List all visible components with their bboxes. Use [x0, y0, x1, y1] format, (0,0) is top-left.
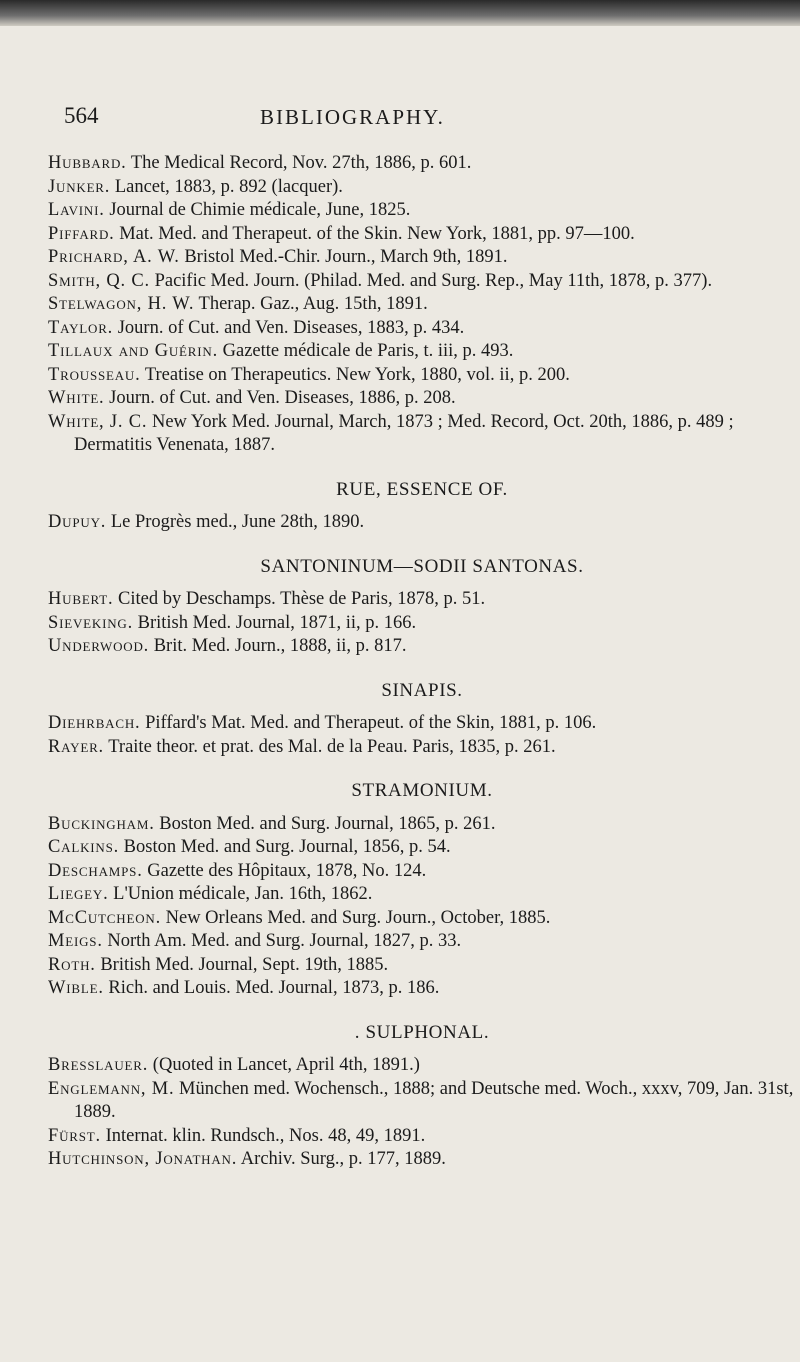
bibliography-entry: [48, 411, 796, 458]
entry-citation: North Am. Med. and Surg. Journal, 1827, p. 33.: [107, 931, 462, 951]
entry-citation: Mat. Med. and Therapeut. of the Skin. New York, 1881, pp. 97—100.: [119, 223, 635, 244]
entry-citation: New York Med. Journal, March, 1873 ; Med. Record, Oct. 20th, 1886, p. 489 ; Dermatitis Venenata, 1887.: [74, 411, 734, 455]
entry-author: Lavini.: [48, 200, 105, 220]
entry-author: Calkins.: [48, 837, 120, 857]
entry-citation: New Orleans Med. and Surg. Journ., October, 1885.: [165, 907, 551, 928]
bibliography-entry: [48, 1148, 796, 1172]
page-number: 564: [64, 103, 99, 128]
entry-citation: British Med. Journal, Sept. 19th, 1885.: [100, 954, 389, 975]
entry-author: Dupuy.: [48, 512, 107, 532]
entry-citation: Journal de Chimie médicale, June, 1825.: [109, 200, 411, 220]
bibliography-entry: [48, 340, 796, 364]
bibliography-entry: [48, 836, 796, 860]
bibliography-entry: [48, 364, 796, 388]
bibliography-entry: [48, 588, 796, 612]
entry-author: Underwood.: [48, 636, 150, 656]
entry-author: Prichard, A. W.: [48, 247, 180, 267]
entry-citation: Therap. Gaz., Aug. 15th, 1891.: [198, 294, 428, 314]
bibliography-entry: [48, 712, 796, 736]
entry-citation: Journ. of Cut. and Ven. Diseases, 1886, p. 208.: [109, 388, 456, 408]
bibliography-entry: [48, 246, 796, 270]
bibliography-entry: [48, 883, 796, 907]
section-heading: SINAPIS.: [381, 679, 463, 701]
bibliography-entry: [48, 813, 796, 837]
bibliography-entry: [48, 860, 796, 884]
entry-author: Tillaux and Guérin.: [48, 341, 218, 361]
bibliography-entry: [48, 223, 796, 247]
entry-citation: Rich. and Louis. Med. Journal, 1873, p. 186.: [108, 978, 440, 998]
entry-author: Taylor.: [48, 317, 114, 338]
section-heading: RUE, ESSENCE OF.: [336, 478, 508, 500]
entry-author: Stelwagon, H. W.: [48, 294, 195, 314]
bibliography-entry: [48, 977, 796, 1001]
entry-citation: Lancet, 1883, p. 892 (lacquer).: [114, 176, 343, 197]
entry-author: Piffard.: [48, 223, 115, 244]
entry-author: Hutchinson, Jonathan.: [48, 1149, 238, 1169]
bibliography-entry: [48, 635, 796, 659]
bibliography-entry: [48, 293, 796, 317]
bibliography-entry: [48, 176, 796, 200]
bibliography-entry: [48, 736, 796, 760]
entry-author: Hubert.: [48, 589, 114, 609]
entry-author: Fürst.: [48, 1125, 101, 1146]
bibliography-entry: [48, 930, 796, 954]
page-header: [0, 103, 800, 143]
entry-citation: Internat. klin. Rundsch., Nos. 48, 49, 1891.: [105, 1125, 426, 1146]
running-title: BIBLIOGRAPHY.: [260, 105, 445, 129]
bibliography-entry: [48, 612, 796, 636]
bibliography-entry: [48, 387, 796, 411]
bibliography-entry: [48, 511, 796, 535]
section-heading: . SULPHONAL.: [354, 1021, 490, 1043]
entry-citation: Bristol Med.-Chir. Journ., March 9th, 1891.: [184, 247, 508, 267]
bibliography-entry: [48, 907, 796, 931]
entry-author: White, J. C.: [48, 411, 148, 432]
entry-citation: The Medical Record, Nov. 27th, 1886, p. 601.: [130, 153, 472, 173]
entry-citation: Cited by Deschamps. Thèse de Paris, 1878, p. 51.: [118, 589, 486, 609]
entry-citation: British Med. Journal, 1871, ii, p. 166.: [137, 612, 417, 633]
entry-author: Rayer.: [48, 736, 104, 757]
entry-citation: Gazette médicale de Paris, t. iii, p. 493.: [222, 341, 514, 361]
entry-author: Junker.: [48, 176, 111, 197]
entry-author: Meigs.: [48, 931, 103, 951]
section-heading: SANTONINUM—SODII SANTONAS.: [260, 555, 584, 577]
entry-author: Diehrbach.: [48, 713, 141, 733]
bibliography-entry: [48, 270, 796, 294]
bibliography-entry: [48, 199, 796, 223]
entry-citation: Boston Med. and Surg. Journal, 1856, p. 54.: [123, 837, 451, 857]
entry-author: Wible.: [48, 978, 104, 998]
entry-author: Sieveking.: [48, 612, 134, 633]
entry-citation: Journ. of Cut. and Ven. Diseases, 1883, p. 434.: [117, 317, 465, 338]
entry-author: Englemann, M.: [48, 1078, 175, 1099]
entry-citation: Pacific Med. Journ. (Philad. Med. and Surg. Rep., May 11th, 1878, p. 377).: [154, 270, 713, 291]
bibliography-entry: [48, 152, 796, 176]
entry-author: Deschamps.: [48, 860, 143, 881]
bibliography-entry: [48, 1054, 796, 1078]
entry-author: Hubbard.: [48, 153, 127, 173]
entry-citation: Le Progrès med., June 28th, 1890.: [110, 512, 365, 532]
entry-author: Roth.: [48, 954, 96, 975]
section-heading: STRAMONIUM.: [351, 780, 493, 801]
bibliography-entry: [48, 954, 796, 978]
entry-citation: Treatise on Therapeutics. New York, 1880, vol. ii, p. 200.: [144, 364, 570, 385]
entry-author: Bresslauer.: [48, 1055, 149, 1075]
bibliography-entry: [48, 1078, 796, 1125]
entry-author: White.: [48, 388, 105, 408]
entry-citation: Traite theor. et prat. des Mal. de la Peau. Paris, 1835, p. 261.: [108, 736, 556, 757]
bibliography-entry: [48, 317, 796, 341]
entry-citation: Brit. Med. Journ., 1888, ii, p. 817.: [153, 636, 407, 656]
entry-author: McCutcheon.: [48, 907, 161, 928]
entry-citation: (Quoted in Lancet, April 4th, 1891.): [152, 1055, 420, 1075]
entry-citation: Gazette des Hôpitaux, 1878, No. 124.: [147, 860, 427, 881]
entry-author: Liegey.: [48, 884, 109, 904]
bibliography-body: [48, 152, 796, 1172]
scan-top-edge: [0, 0, 800, 26]
entry-author: Smith, Q. C.: [48, 270, 150, 291]
entry-author: Buckingham.: [48, 813, 155, 834]
entry-author: Trousseau.: [48, 364, 141, 385]
entry-citation: L'Union médicale, Jan. 16th, 1862.: [113, 884, 373, 904]
entry-citation: Piffard's Mat. Med. and Therapeut. of the Skin, 1881, p. 106.: [145, 713, 597, 733]
entry-citation: Boston Med. and Surg. Journal, 1865, p. 261.: [159, 813, 496, 834]
entry-citation: München med. Wochensch., 1888; and Deutsche med. Woch., xxxv, 709, Jan. 31st, 1889.: [74, 1078, 794, 1122]
entry-citation: Archiv. Surg., p. 177, 1889.: [240, 1149, 446, 1169]
bibliography-entry: [48, 1125, 796, 1149]
